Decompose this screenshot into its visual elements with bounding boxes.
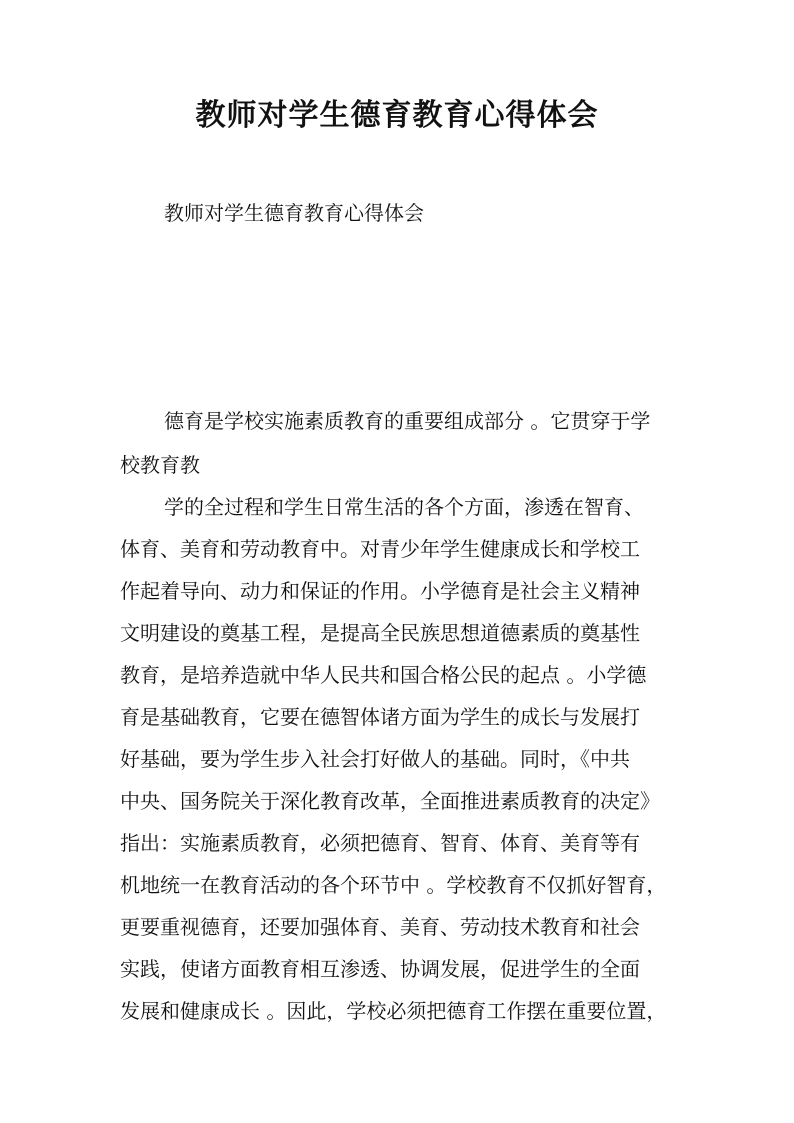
document-title: 教师对学生德育教育心得体会	[195, 98, 599, 133]
paragraph-line: 更要重视德育，还要加强体育、美育、劳动技术教育和社会	[120, 915, 640, 939]
paragraph-line: 中央、国务院关于深化教育改革，全面推进素质教育的决定》	[120, 789, 660, 813]
paragraph-line: 学的全过程和学生日常生活的各个方面，渗透在智育、	[164, 495, 644, 519]
paragraph-line: 指出：实施素质教育，必须把德育、智育、体育、美育等有	[120, 831, 640, 855]
paragraph-line: 教育，是培养造就中华人民共和国合格公民的起点 。小学德	[120, 663, 647, 687]
paragraph-line: 校教育教	[120, 453, 200, 477]
paragraph-line: 体育、美育和劳动教育中。对青少年学生健康成长和学校工	[120, 537, 640, 561]
paragraph-line: 作起着导向、动力和保证的作用。小学德育是社会主义精神	[120, 579, 640, 603]
paragraph-line: 德育是学校实施素质教育的重要组成部分 。它贯穿于学	[164, 409, 651, 433]
paragraph-line: 发展和健康成长 。因此，学校必须把德育工作摆在重要位置，	[120, 999, 667, 1023]
paragraph-line: 文明建设的奠基工程，是提高全民族思想道德素质的奠基性	[120, 621, 640, 645]
paragraph-line: 机地统一在教育活动的各个环节中 。学校教育不仅抓好智育，	[120, 873, 667, 897]
document-subtitle: 教师对学生德育教育心得体会	[164, 201, 424, 225]
paragraph-line: 好基础，要为学生步入社会打好做人的基础。同时，《中共	[120, 747, 630, 771]
paragraph-line: 育是基础教育，它要在德智体诸方面为学生的成长与发展打	[120, 705, 640, 729]
paragraph-line: 实践，使诸方面教育相互渗透、协调发展，促进学生的全面	[120, 957, 640, 981]
